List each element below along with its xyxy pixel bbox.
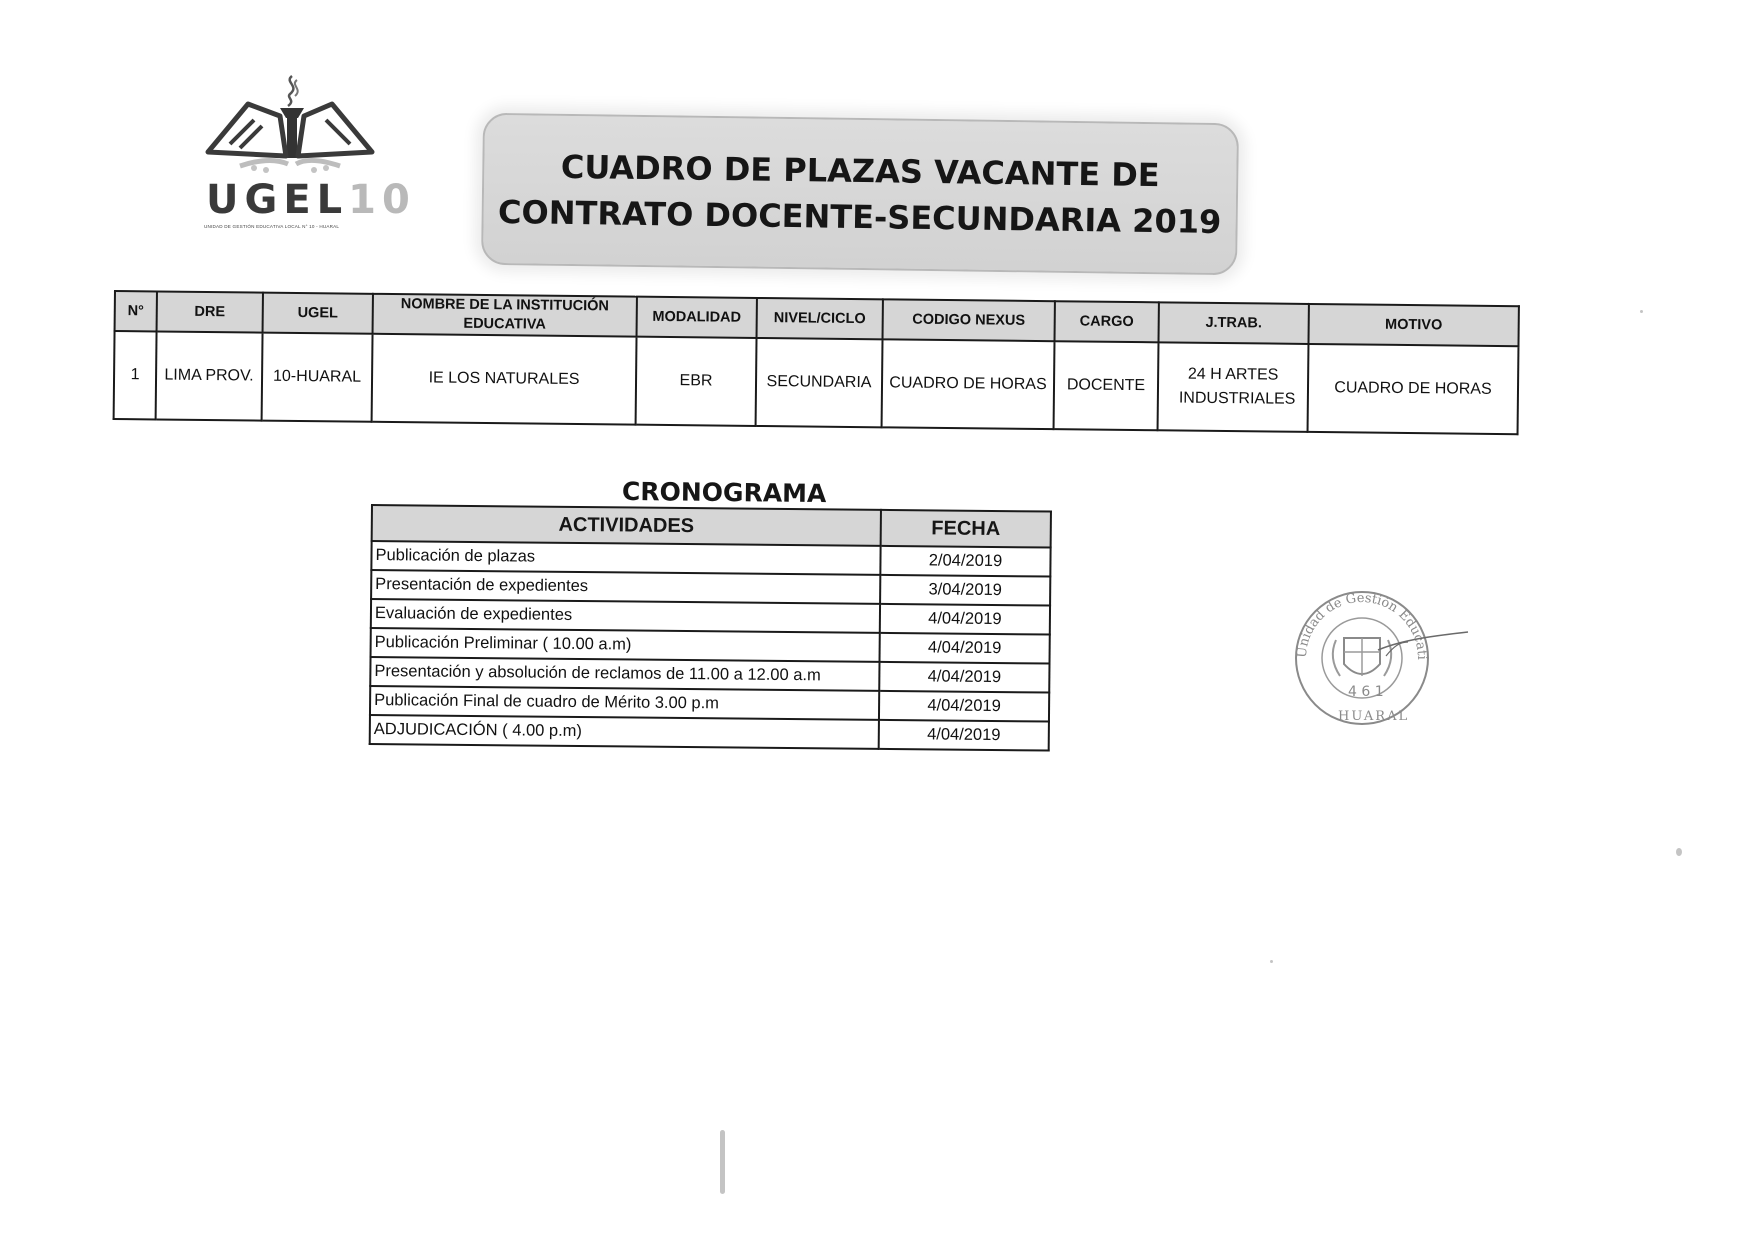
cell-fecha: 4/04/2019 (880, 633, 1050, 664)
header-jtrab: J.TRAB. (1158, 302, 1308, 344)
book-torch-icon (200, 70, 380, 180)
header-modalidad: MODALIDAD (637, 297, 757, 338)
cell-n: 1 (114, 331, 157, 419)
cell-ugel: 10-HUARAL (262, 333, 373, 422)
cell-institucion: IE LOS NATURALES (372, 334, 637, 425)
svg-text:HUARAL: HUARAL (1338, 709, 1410, 724)
scan-speck (720, 1130, 725, 1194)
table-row (114, 331, 1519, 434)
cell-fecha: 2/04/2019 (880, 546, 1050, 577)
table-row (370, 715, 1049, 751)
cell-actividad: Publicación Final de cuadro de Mérito 3.00 p.m (370, 686, 879, 720)
plazas-table (113, 290, 1520, 435)
cell-motivo: CUADRO DE HORAS (1308, 344, 1519, 434)
cell-fecha: 4/04/2019 (879, 662, 1049, 693)
cell-fecha: 4/04/2019 (879, 720, 1049, 751)
header-actividades: ACTIVIDADES (372, 505, 881, 546)
header-nivel: NIVEL/CICLO (757, 298, 883, 339)
cell-actividad: Evaluación de expedientes (371, 599, 880, 633)
page-title-line-2: CONTRATO DOCENTE-SECUNDARIA 2019 (497, 192, 1222, 242)
cell-codigo-nexus: CUADRO DE HORAS (882, 339, 1055, 429)
cell-dre: LIMA PROV. (156, 331, 263, 420)
official-seal (1282, 580, 1472, 730)
cell-actividad: Presentación y absolución de reclamos de 11.00 a 12.00 a.m (370, 657, 879, 691)
logo-number-text: 10 (348, 177, 416, 223)
header-cargo: CARGO (1055, 301, 1159, 342)
svg-text:Unidad de Gestión Educativa Lo: Unidad de Gestión Educati (1294, 590, 1430, 660)
cell-fecha: 3/04/2019 (880, 575, 1050, 606)
header-ugel: UGEL (263, 293, 373, 334)
cell-actividad: ADJUDICACIÓN ( 4.00 p.m) (370, 715, 879, 749)
cell-cargo: DOCENTE (1054, 341, 1159, 430)
cell-actividad: Publicación Preliminar ( 10.00 a.m) (371, 628, 880, 662)
cell-actividad: Publicación de plazas (371, 541, 880, 575)
scan-speck (1270, 960, 1273, 963)
header-fecha: FECHA (881, 510, 1051, 548)
svg-text:4 6 1: 4 6 1 (1348, 684, 1384, 700)
cell-jtrab: 24 H ARTES INDUSTRIALES (1158, 342, 1309, 432)
cell-modalidad: EBR (636, 337, 757, 426)
cronograma-table (369, 504, 1052, 752)
cronograma-title: CRONOGRAMA (621, 476, 827, 509)
ugel-logo (200, 70, 416, 235)
logo-wordmark (206, 177, 416, 223)
cell-nivel: SECUNDARIA (756, 338, 883, 427)
scan-speck (1640, 310, 1643, 313)
header-institucion: NOMBRE DE LA INSTITUCIÓN EDUCATIVA (373, 294, 637, 337)
header-motivo: MOTIVO (1308, 304, 1518, 346)
logo-caption: UNIDAD DE GESTIÓN EDUCATIVA LOCAL N° 10 - HUARAL (204, 224, 340, 229)
logo-ugel-text: UGEL (206, 177, 349, 223)
cell-fecha: 4/04/2019 (879, 691, 1049, 722)
seal-stamp-icon (1282, 580, 1472, 730)
header-n: N° (115, 291, 157, 331)
cell-fecha: 4/04/2019 (880, 604, 1050, 635)
title-banner (481, 113, 1239, 276)
cell-actividad: Presentación de expedientes (371, 570, 880, 604)
header-dre: DRE (157, 291, 263, 332)
header-codigo-nexus: CODIGO NEXUS (883, 299, 1055, 341)
scan-speck (1676, 848, 1682, 856)
page-title-line-1: CUADRO DE PLAZAS VACANTE DE (560, 147, 1160, 195)
